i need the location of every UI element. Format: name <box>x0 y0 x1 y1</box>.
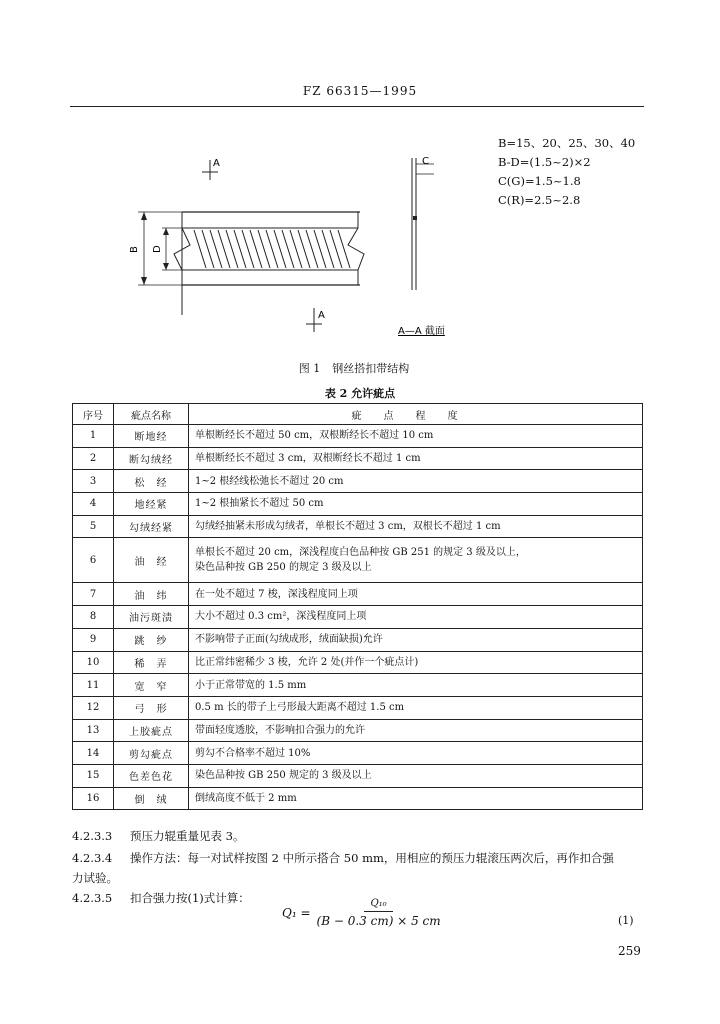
hook-hatching <box>194 230 350 268</box>
header-no: 序号 <box>73 404 114 425</box>
table-row <box>73 628 643 651</box>
row-no: 11 <box>73 674 114 697</box>
clause-text: 操作方法：每一对试样按图 2 中所示搭合 50 mm，用相应的预压力辊滚压两次后，再作扣合强 <box>130 851 614 865</box>
page-number: 259 <box>618 944 641 958</box>
row-name: 油 纬 <box>114 583 189 606</box>
row-desc: 0.5 m 长的带子上弓形最大距离不超过 1.5 cm <box>189 696 643 719</box>
section-label-a-top: A <box>213 158 220 169</box>
paragraph-4-2-3-4 <box>72 848 614 868</box>
allowed-defects-table <box>72 403 643 810</box>
paragraph-4-2-3-5 <box>72 888 250 908</box>
row-no: 2 <box>73 447 114 470</box>
row-desc: 剪勾不合格率不超过 10% <box>189 742 643 765</box>
row-no: 16 <box>73 787 114 810</box>
row-no: 5 <box>73 515 114 538</box>
formula-lhs: Q₁ = <box>282 906 311 920</box>
row-name: 油 经 <box>114 538 189 583</box>
row-no: 9 <box>73 628 114 651</box>
row-desc <box>189 538 643 583</box>
row-no: 4 <box>73 493 114 516</box>
standard-number-header: FZ 66315—1995 <box>302 84 418 98</box>
row-no: 8 <box>73 606 114 629</box>
table-row <box>73 538 643 583</box>
row-name: 弓 形 <box>114 696 189 719</box>
row-desc: 单根断经长不超过 3 cm，双根断经长不超过 1 cm <box>189 447 643 470</box>
table-row <box>73 470 643 493</box>
row-name: 跳 纱 <box>114 628 189 651</box>
row-name: 断勾绒经 <box>114 447 189 470</box>
table-row <box>73 583 643 606</box>
table-row <box>73 425 643 448</box>
section-title: A—A 截面 <box>398 326 445 337</box>
row-desc: 倒绒高度不低于 2 mm <box>189 787 643 810</box>
clause-text: 扣合强力按(1)式计算： <box>130 891 250 905</box>
row-no: 3 <box>73 470 114 493</box>
formula-numerator: Q₁₀ <box>364 898 392 912</box>
row-name: 倒 绒 <box>114 787 189 810</box>
hook-tape-structure-diagram <box>110 150 470 350</box>
row-desc: 1~2 根经线松弛长不超过 20 cm <box>189 470 643 493</box>
row-name: 勾绒经紧 <box>114 515 189 538</box>
row-desc: 勾绒经抽紧未形成勾绒者，单根长不超过 3 cm，双根长不超过 1 cm <box>189 515 643 538</box>
row-name: 宽 窄 <box>114 674 189 697</box>
figure-number: 图 1 <box>298 362 321 375</box>
table-row <box>73 719 643 742</box>
row-name: 地经紧 <box>114 493 189 516</box>
figure-1-drawing <box>110 150 470 354</box>
formula-denominator: (B − 0.3 cm) × 5 cm <box>316 914 441 928</box>
table-row <box>73 674 643 697</box>
table-row <box>73 764 643 787</box>
paragraph-4-2-3-3 <box>72 826 244 846</box>
row-desc: 比正常纬密稀少 3 梭，允许 2 处(并作一个疵点计) <box>189 651 643 674</box>
row-desc-line: 染色品种按 GB 250 的规定 3 级及以上 <box>195 562 372 574</box>
row-desc: 大小不超过 0.3 cm²，深浅程度同上项 <box>189 606 643 629</box>
clause-number: 4.2.3.4 <box>72 851 113 865</box>
dimension-label-b: B <box>129 246 140 253</box>
clause-text: 力试验。 <box>72 871 118 885</box>
figure-parameters <box>498 134 635 210</box>
dimension-label-d: D <box>152 245 163 253</box>
row-no: 1 <box>73 425 114 448</box>
paragraph-continuation <box>72 868 118 888</box>
param-line: B-D=(1.5~2)×2 <box>498 155 591 169</box>
row-no: 6 <box>73 538 114 583</box>
header-desc: 疵点程度 <box>189 404 643 425</box>
row-name: 稀 弄 <box>114 651 189 674</box>
table-header-row <box>73 404 643 425</box>
header-rule <box>70 106 644 107</box>
row-no: 7 <box>73 583 114 606</box>
row-no: 14 <box>73 742 114 765</box>
param-line: C(R)=2.5~2.8 <box>498 193 581 207</box>
dimension-label-c: C <box>422 156 429 167</box>
row-desc: 单根断经长不超过 50 cm，双根断经长不超过 10 cm <box>189 425 643 448</box>
row-no: 12 <box>73 696 114 719</box>
figure-caption <box>0 360 720 376</box>
section-label-a-bottom: A <box>318 310 325 321</box>
row-name: 松 经 <box>114 470 189 493</box>
row-name: 剪勾疵点 <box>114 742 189 765</box>
row-desc: 小于正常带宽的 1.5 mm <box>189 674 643 697</box>
row-no: 13 <box>73 719 114 742</box>
table-row <box>73 787 643 810</box>
equation-number: (1) <box>618 914 634 927</box>
row-no: 10 <box>73 651 114 674</box>
table-title: 表 2 允许疵点 <box>324 387 396 400</box>
row-desc-line: 单根长不超过 20 cm，深浅程度白色品种按 GB 251 的规定 3 级及以上， <box>195 547 526 559</box>
row-name: 油污斑渍 <box>114 606 189 629</box>
row-desc: 在一处不超过 7 梭，深浅程度同上项 <box>189 583 643 606</box>
table-row <box>73 651 643 674</box>
row-name: 上胶疵点 <box>114 719 189 742</box>
table-row <box>73 493 643 516</box>
row-desc: 带面轻度透胶，不影响扣合强力的允许 <box>189 719 643 742</box>
row-desc: 不影响带子正面(勾绒成形，绒面缺损)允许 <box>189 628 643 651</box>
equation-1 <box>282 898 441 928</box>
clause-text: 预压力辊重量见表 3。 <box>130 829 245 843</box>
param-line: C(G)=1.5~1.8 <box>498 174 581 188</box>
table-row <box>73 515 643 538</box>
figure-title: 钢丝搭扣带结构 <box>332 362 410 375</box>
header-name: 疵点名称 <box>114 404 189 425</box>
clause-number: 4.2.3.3 <box>72 829 113 843</box>
row-desc: 1~2 根抽紧长不超过 50 cm <box>189 493 643 516</box>
table-row <box>73 696 643 719</box>
clause-number: 4.2.3.5 <box>72 891 113 905</box>
table-row <box>73 447 643 470</box>
row-name: 断地经 <box>114 425 189 448</box>
param-line: B=15、20、25、30、40 <box>498 136 636 150</box>
row-desc: 染色品种按 GB 250 规定的 3 级及以上 <box>189 764 643 787</box>
row-name: 色差色花 <box>114 764 189 787</box>
table-row <box>73 606 643 629</box>
row-no: 15 <box>73 764 114 787</box>
formula-fraction <box>317 898 441 928</box>
table-row <box>73 742 643 765</box>
